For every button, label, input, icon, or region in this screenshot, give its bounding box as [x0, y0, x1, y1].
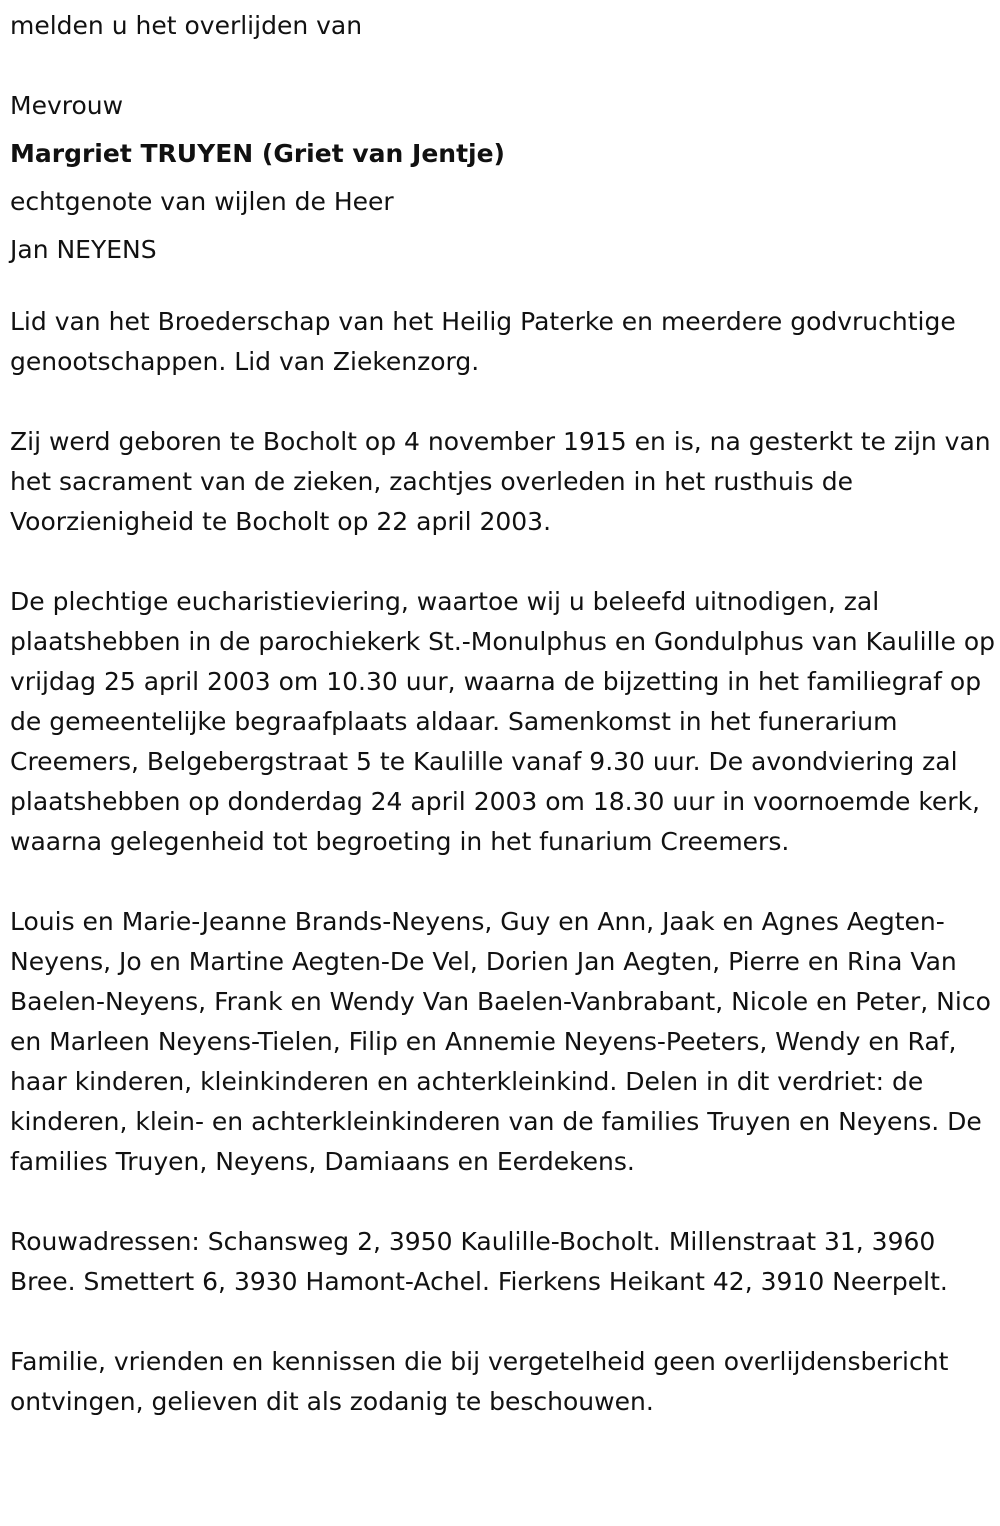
ceremony-paragraph: De plechtige eucharistieviering, waartoe wij u beleefd uitnodigen, zal plaatshebben in de parochiekerk St.-Monulphus en Gondulphus van Kaulille op vrijdag 25 april 2003 om 10.30 uur, waarna de bijzetting in het familiegraf op de gemeentelijke begraafplaats aldaar. Samenkomst in het funerarium Creemers, Belgebergstraat 5 te Kaulille vanaf 9.30 uur. De avondviering zal plaatshebben op donderdag 24 april 2003 om 18.30 uur in voornoemde kerk, waarna gelegenheid tot begroeting in het funarium Creemers. — [10, 587, 995, 856]
birth-death-paragraph: Zij werd geboren te Bocholt op 4 november 1915 en is, na gesterkt te zijn van het sacrament van de zieken, zachtjes overleden in het rusthuis de Voorzienigheid te Bocholt op 22 april 2003. — [10, 427, 991, 536]
addresses-paragraph: Rouwadressen: Schansweg 2, 3950 Kaulille-Bocholt. Millenstraat 31, 3960 Bree. Smettert 6, 3930 Hamont-Achel. Fierkens Heikant 42, 3910 Neerpelt. — [10, 1227, 948, 1296]
closing-paragraph: Familie, vrienden en kennissen die bij vergetelheid geen overlijdensbericht ontvingen, gelieven dit als zodanig te beschouwen. — [10, 1347, 949, 1416]
intro-line: melden u het overlijden van — [10, 11, 363, 40]
honorific: Mevrouw — [10, 91, 124, 120]
deceased-name: Margriet TRUYEN (Griet van Jentje) — [10, 139, 505, 168]
relation-line: echtgenote van wijlen de Heer — [10, 187, 394, 216]
family-paragraph: Louis en Marie-Jeanne Brands-Neyens, Guy en Ann, Jaak en Agnes Aegten-Neyens, Jo en Martine Aegten-De Vel, Dorien Jan Aegten, Pierre en Rina Van Baelen-Neyens, Frank en Wendy Van Baelen-Vanbrabant, Nicole en Peter, Nico en Marleen Neyens-Tielen, Filip en Annemie Neyens-Peeters, Wendy en Raf, haar kinderen, kleinkinderen en achterkleinkind. Delen in dit verdriet: de kinderen, klein- en achterkleinkinderen van de families Truyen en Neyens. De families Truyen, Neyens, Damiaans en Eerdekens. — [10, 907, 991, 1176]
obituary-document — [10, 0, 995, 1422]
spouse-name: Jan NEYENS — [10, 235, 157, 264]
membership-paragraph: Lid van het Broederschap van het Heilig Paterke en meerdere godvruchtige genootschappen. Lid van Ziekenzorg. — [10, 307, 956, 376]
